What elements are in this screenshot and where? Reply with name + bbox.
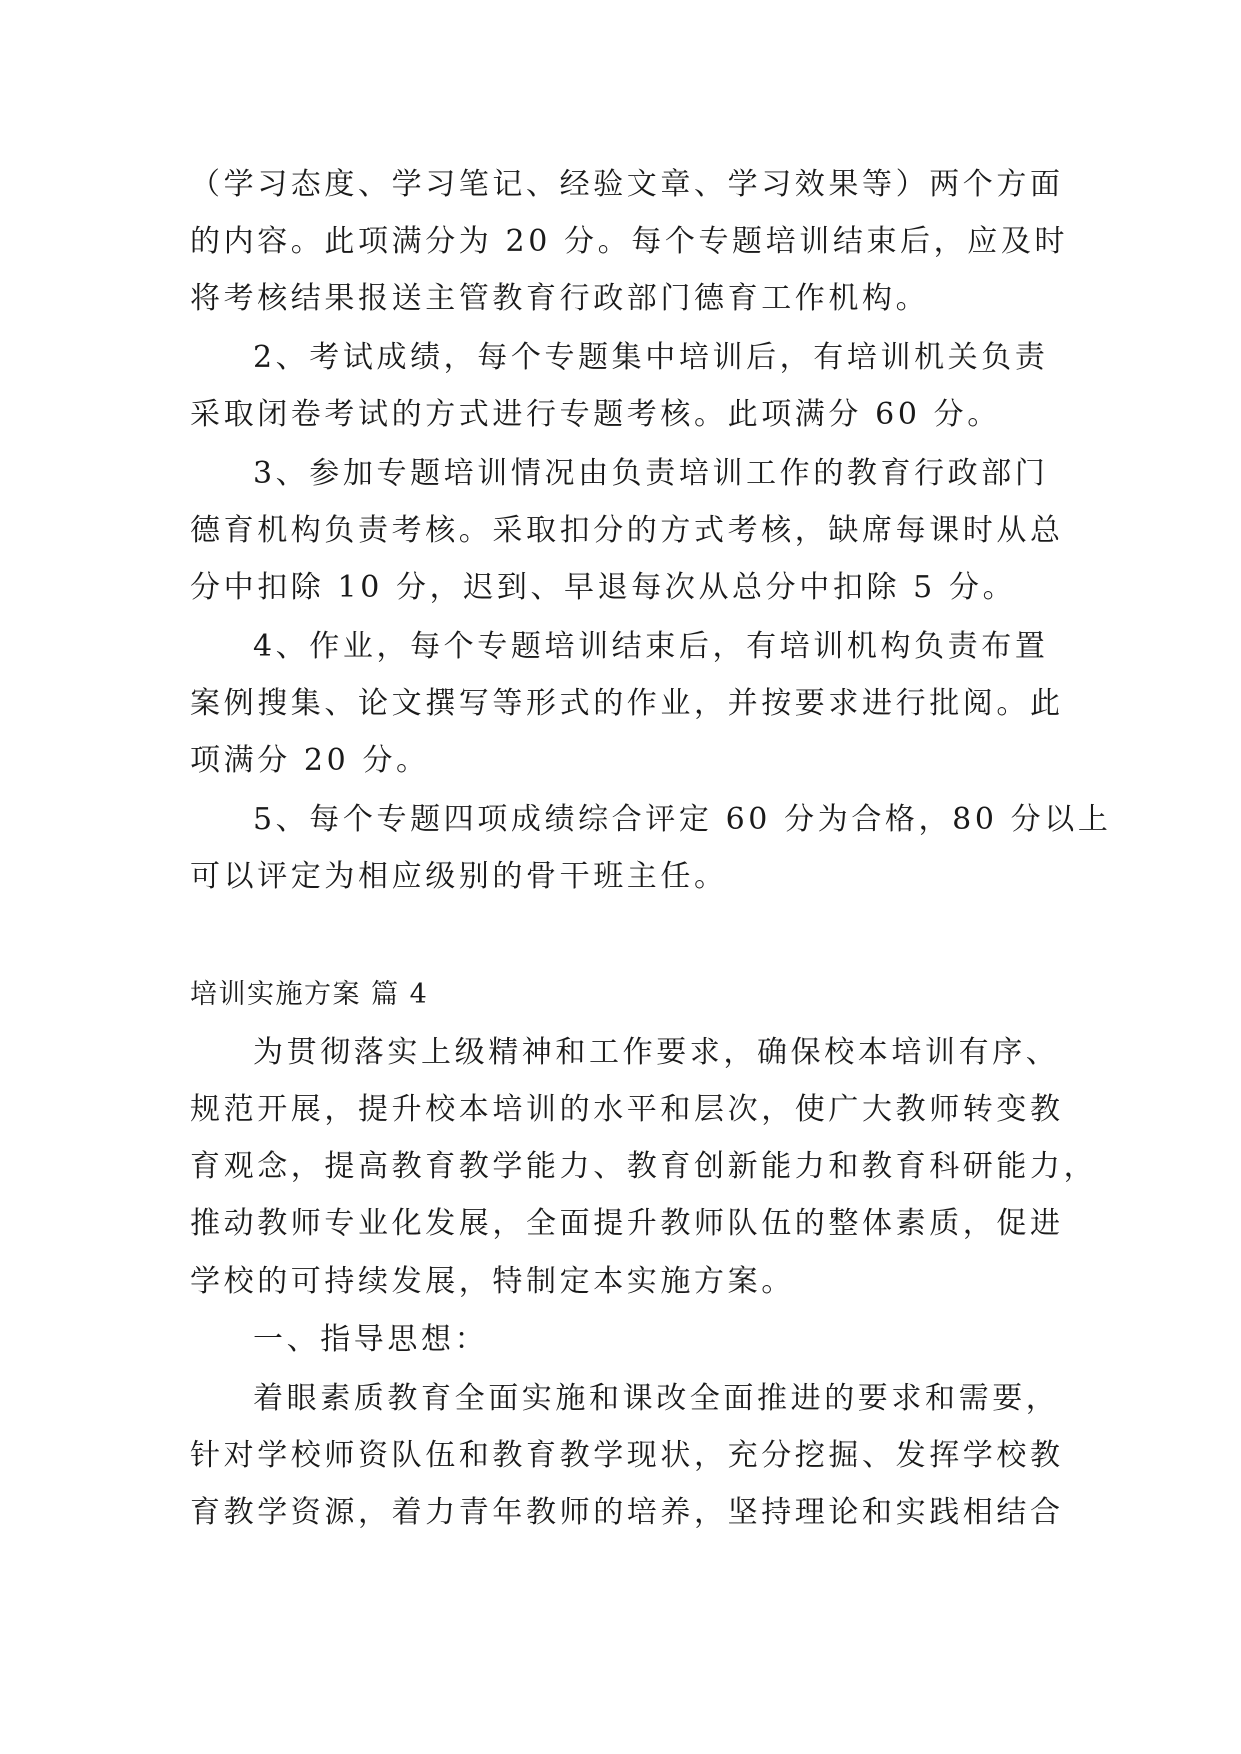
paragraph-line: 采取闭卷考试的方式进行专题考核。此项满分 60 分。 — [190, 397, 1001, 432]
paragraph-line: 为贯彻落实上级精神和工作要求，确保校本培训有序、 — [253, 1035, 1060, 1070]
paragraph-line: 学校的可持续发展，特制定本实施方案。 — [190, 1264, 795, 1299]
paragraph-line: 3、参加专题培训情况由负责培训工作的教育行政部门 — [253, 456, 1049, 491]
paragraph-line: 针对学校师资队伍和教育教学现状，充分挖掘、发挥学校教 — [190, 1438, 1064, 1473]
paragraph-line: 将考核结果报送主管教育行政部门德育工作机构。 — [190, 281, 930, 316]
subsection-heading: 一、指导思想： — [253, 1322, 489, 1357]
section-heading: 培训实施方案 篇 4 — [190, 979, 429, 1010]
paragraph-line: 4、作业，每个专题培训结束后，有培训机构负责布置 — [253, 629, 1049, 664]
paragraph-line: 5、每个专题四项成绩综合评定 60 分为合格，80 分以上 — [253, 802, 1112, 837]
paragraph-line: （学习态度、学习笔记、经验文章、学习效果等）两个方面 — [190, 167, 1064, 202]
paragraph-line: 分中扣除 10 分，迟到、早退每次从总分中扣除 5 分。 — [190, 570, 1017, 605]
paragraph-line: 的内容。此项满分为 20 分。每个专题培训结束后，应及时 — [190, 224, 1069, 259]
paragraph-line: 规范开展，提升校本培训的水平和层次，使广大教师转变教 — [190, 1092, 1064, 1127]
paragraph-line: 推动教师专业化发展，全面提升教师队伍的整体素质，促进 — [190, 1206, 1064, 1241]
paragraph-line: 育教学资源，着力青年教师的培养，坚持理论和实践相结合 — [190, 1495, 1064, 1530]
paragraph-line: 项满分 20 分。 — [190, 743, 430, 778]
paragraph-line: 2、考试成绩，每个专题集中培训后，有培训机关负责 — [253, 340, 1049, 375]
paragraph-line: 可以评定为相应级别的骨干班主任。 — [190, 859, 728, 894]
paragraph-line: 德育机构负责考核。采取扣分的方式考核，缺席每课时从总 — [190, 513, 1064, 548]
paragraph-line: 着眼素质教育全面实施和课改全面推进的要求和需要， — [253, 1381, 1060, 1416]
paragraph-line: 案例搜集、论文撰写等形式的作业，并按要求进行批阅。此 — [190, 686, 1064, 721]
paragraph-line: 育观念，提高教育教学能力、教育创新能力和教育科研能力， — [190, 1149, 1098, 1184]
